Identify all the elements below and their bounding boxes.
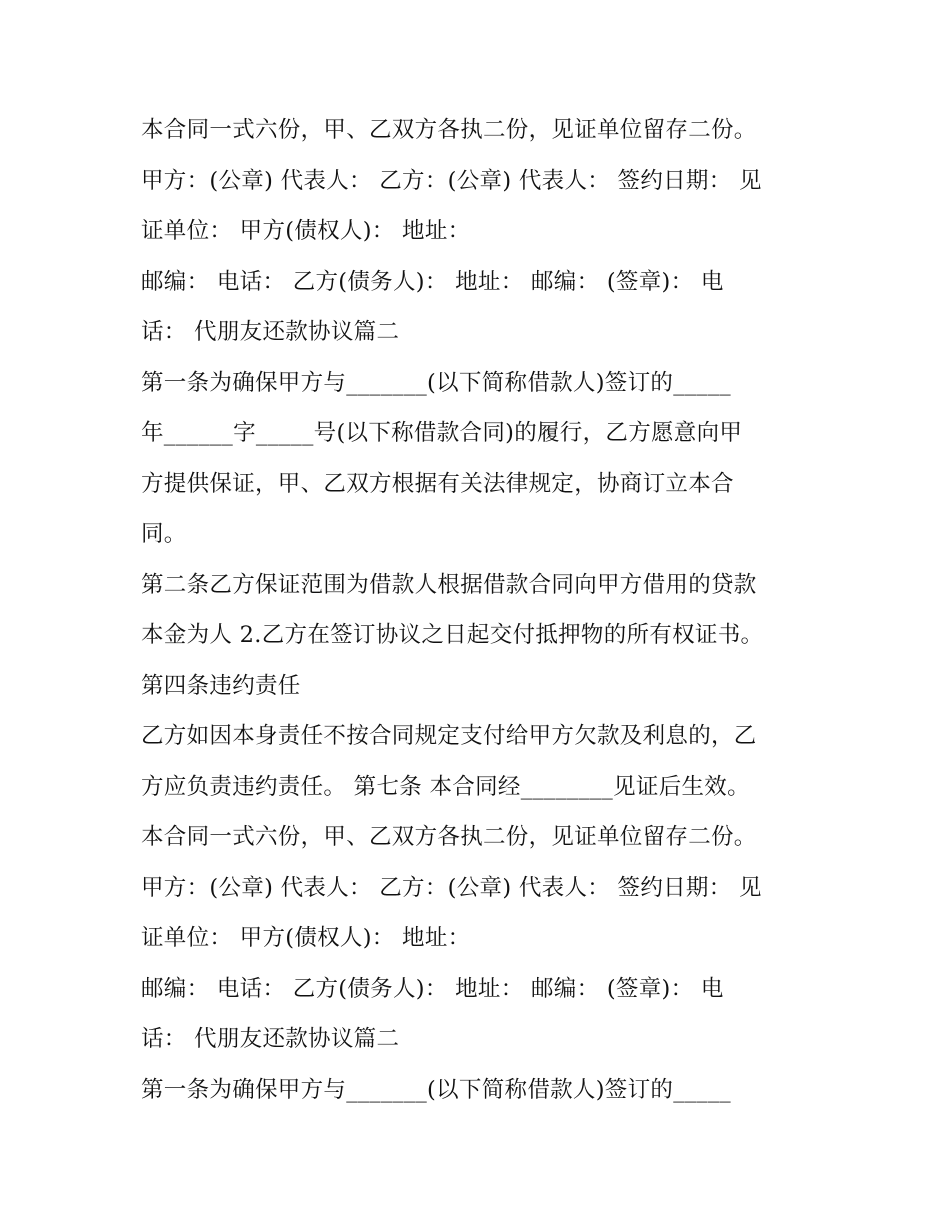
text-line: 话： 代朋友还款协议篇二 <box>141 319 400 345</box>
text-line: 本金为人 2.乙方在签订协议之日起交付抵押物的所有权证书。 <box>141 622 764 648</box>
document-body <box>141 105 831 1115</box>
text-line: 第二条乙方保证范围为借款人根据借款合同向甲方借用的贷款 <box>141 571 757 598</box>
text-line: 第四条违约责任 <box>141 672 301 699</box>
text-line: 本合同一式六份，甲、乙双方各执二份，见证单位留存二份。 <box>141 824 757 850</box>
text-line: 第一条为确保甲方与_______(以下简称借款人)签订的_____ <box>141 1076 731 1103</box>
text-line: 邮编： 电话： 乙方(债务人)： 地址： 邮编： (签章)： 电 <box>141 975 724 1002</box>
text-line: 证单位： 甲方(债权人)： 地址： <box>141 925 471 951</box>
text-line: 甲方：(公章) 代表人： 乙方：(公章) 代表人： 签约日期： 见 <box>141 167 762 194</box>
text-line: 证单位： 甲方(债权人)： 地址： <box>141 218 471 244</box>
text-line: 第一条为确保甲方与_______(以下简称借款人)签订的_____ <box>141 369 731 396</box>
text-line: 同。 <box>141 521 187 547</box>
text-line: 话： 代朋友还款协议篇二 <box>141 1026 400 1052</box>
text-line: 方应负责违约责任。 第七条 本合同经________见证后生效。 <box>141 773 750 800</box>
text-line: 邮编： 电话： 乙方(债务人)： 地址： 邮编： (签章)： 电 <box>141 268 724 295</box>
text-line: 甲方：(公章) 代表人： 乙方：(公章) 代表人： 签约日期： 见 <box>141 874 762 901</box>
text-line: 本合同一式六份，甲、乙双方各执二份，见证单位留存二份。 <box>141 117 757 143</box>
text-line: 年______字_____号(以下称借款合同)的履行，乙方愿意向甲 <box>141 420 743 446</box>
text-line: 方提供保证，甲、乙双方根据有关法律规定，协商订立本合 <box>141 470 734 497</box>
text-line: 乙方如因本身责任不按合同规定支付给甲方欠款及利息的，乙 <box>141 723 757 749</box>
